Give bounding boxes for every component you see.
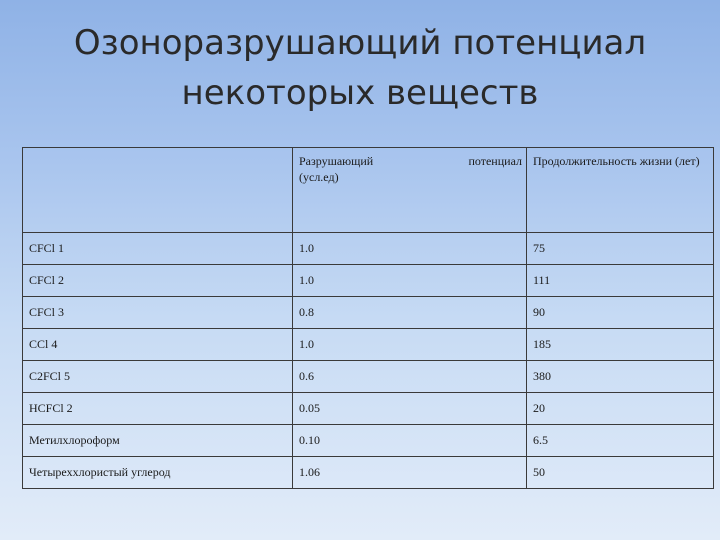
cell-lifetime: 6.5 [527, 425, 714, 457]
cell-substance: CCl 4 [23, 329, 293, 361]
table-row [23, 297, 714, 329]
cell-potential: 0.10 [293, 425, 527, 457]
slide-title-line1: Озоноразрушающий потенциал [73, 23, 647, 63]
header-cell-potential [293, 148, 527, 233]
header-cell-substance [23, 148, 293, 233]
cell-substance: CFCl 2 [23, 265, 293, 297]
slide-title [60, 18, 660, 118]
table-header-row [23, 148, 714, 233]
cell-substance: CFCl 1 [23, 233, 293, 265]
cell-potential: 0.05 [293, 393, 527, 425]
cell-substance: Метилхлороформ [23, 425, 293, 457]
cell-potential: 1.0 [293, 265, 527, 297]
ozone-table-container [22, 147, 700, 487]
cell-potential: 0.8 [293, 297, 527, 329]
header-cell-lifetime [527, 148, 714, 233]
cell-potential: 1.0 [293, 329, 527, 361]
table-body [23, 233, 714, 489]
cell-substance: C2FCl 5 [23, 361, 293, 393]
cell-lifetime: 75 [527, 233, 714, 265]
table-row [23, 265, 714, 297]
cell-substance: CFCl 3 [23, 297, 293, 329]
header-potential-label-b: потенциал [468, 154, 522, 168]
cell-lifetime: 50 [527, 457, 714, 489]
header-lifetime-label: Продолжительность жизни (лет) [533, 154, 700, 168]
table-row [23, 361, 714, 393]
cell-lifetime: 90 [527, 297, 714, 329]
cell-potential: 1.0 [293, 233, 527, 265]
header-potential-label-a: Разрушающий (усл.ед) [299, 154, 374, 184]
cell-potential: 0.6 [293, 361, 527, 393]
cell-substance: HCFCl 2 [23, 393, 293, 425]
table-row [23, 233, 714, 265]
cell-lifetime: 380 [527, 361, 714, 393]
table-row [23, 425, 714, 457]
cell-potential: 1.06 [293, 457, 527, 489]
table-row [23, 393, 714, 425]
table-row [23, 457, 714, 489]
ozone-depletion-table [22, 147, 714, 489]
slide-title-line2: некоторых веществ [181, 73, 539, 113]
cell-lifetime: 185 [527, 329, 714, 361]
cell-substance: Четыреххлористый углерод [23, 457, 293, 489]
cell-lifetime: 111 [527, 265, 714, 297]
cell-lifetime: 20 [527, 393, 714, 425]
table-row [23, 329, 714, 361]
